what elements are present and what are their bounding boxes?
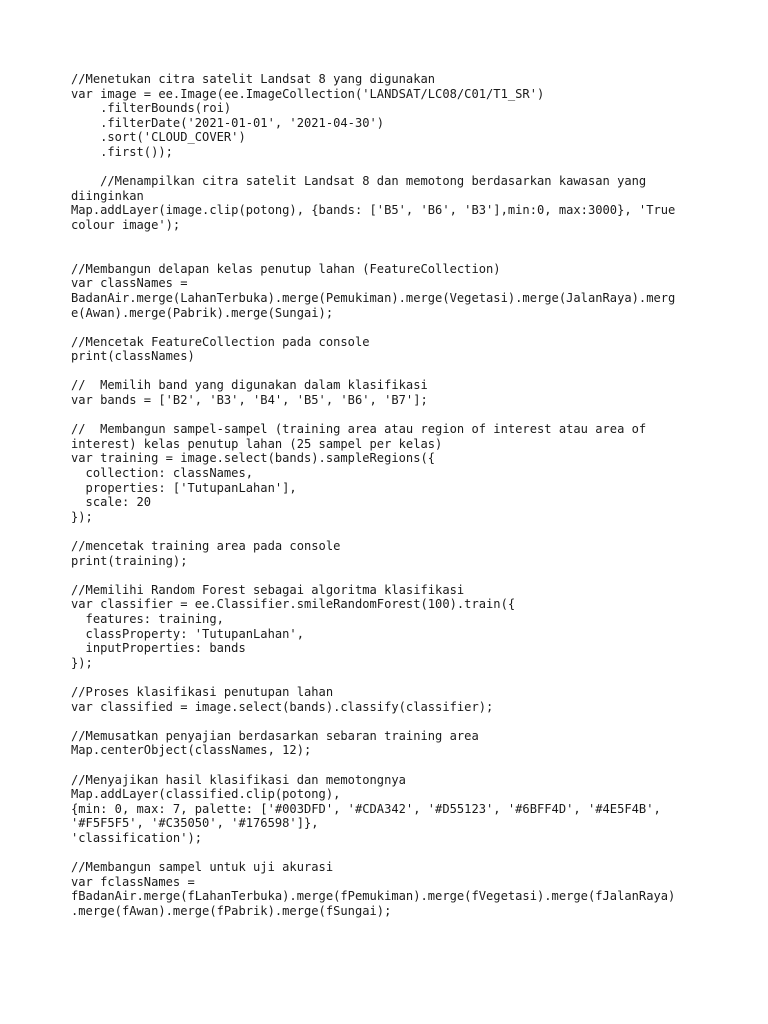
code-line: .filterDate('2021-01-01', '2021-04-30') xyxy=(71,115,385,130)
code-line: classProperty: 'TutupanLahan', xyxy=(71,626,304,641)
code-line: }); xyxy=(71,655,93,670)
code-line: features: training, xyxy=(71,611,224,626)
code-line: fBadanAir.merge(fLahanTerbuka).merge(fPemukiman).merge(fVegetasi).merge(fJalanRaya) xyxy=(71,889,676,904)
code-line: var training = image.select(bands).sampleRegions({ xyxy=(71,451,436,466)
code-line: Map.addLayer(image.clip(potong), {bands: ['B5', 'B6', 'B3'],min:0, max:3000}, 'True xyxy=(71,203,676,218)
code-line: }); xyxy=(71,509,93,524)
code-line: collection: classNames, xyxy=(71,466,254,481)
code-line: Map.addLayer(classified.clip(potong), xyxy=(71,787,341,802)
comment-line: // Membangun sampel-sampel (training area atau region of interest atau area of xyxy=(71,422,647,437)
code-line: colour image'); xyxy=(71,217,181,232)
code-line: .merge(fAwan).merge(fPabrik).merge(fSungai); xyxy=(71,903,392,918)
code-line: properties: ['TutupanLahan'], xyxy=(71,480,297,495)
code-line: interest) kelas penutup lahan (25 sampel per kelas) xyxy=(71,436,443,451)
code-line: Map.centerObject(classNames, 12); xyxy=(71,743,312,758)
blank-line xyxy=(71,364,711,379)
code-line: inputProperties: bands xyxy=(71,641,246,656)
code-line: var image = ee.Image(ee.ImageCollection('LANDSAT/LC08/C01/T1_SR') xyxy=(71,86,545,101)
code-line: .sort('CLOUD_COVER') xyxy=(71,130,246,145)
code-line: var classified = image.select(bands).classify(classifier); xyxy=(71,699,494,714)
code-line: .filterBounds(roi) xyxy=(71,101,232,116)
code-line: BadanAir.merge(LahanTerbuka).merge(Pemukiman).merge(Vegetasi).merge(JalanRaya).merg xyxy=(71,290,676,305)
comment-line: //Memilihi Random Forest sebagai algoritma klasifikasi xyxy=(71,582,465,597)
comment-line: //Menampilkan citra satelit Landsat 8 dan memotong berdasarkan kawasan yang xyxy=(71,174,647,189)
comment-line: //Mencetak FeatureCollection pada console xyxy=(71,334,370,349)
code-line: var bands = ['B2', 'B3', 'B4', 'B5', 'B6', 'B7']; xyxy=(71,393,428,408)
code-line: var classNames = xyxy=(71,276,188,291)
comment-line: //Menetukan citra satelit Landsat 8 yang digunakan xyxy=(71,72,436,86)
code-line: {min: 0, max: 7, palette: ['#003DFD', '#CDA342', '#D55123', '#6BFF4D', '#4E5F4B', xyxy=(71,801,661,816)
code-line: e(Awan).merge(Pabrik).merge(Sungai); xyxy=(71,305,334,320)
comment-line: //Proses klasifikasi penutupan lahan xyxy=(71,684,334,699)
blank-line xyxy=(71,247,711,262)
comment-line: // Memilih band yang digunakan dalam klasifikasi xyxy=(71,378,428,393)
blank-line xyxy=(71,233,711,248)
code-line: print(training); xyxy=(71,553,188,568)
comment-line: //Menyajikan hasil klasifikasi dan memotongnya xyxy=(71,772,406,787)
code-line: 'classification'); xyxy=(71,830,203,845)
comment-line: //Membangun sampel untuk uji akurasi xyxy=(71,860,334,875)
blank-line xyxy=(71,714,711,729)
blank-line xyxy=(71,408,711,423)
code-line: scale: 20 xyxy=(71,495,152,510)
comment-line: //mencetak training area pada console xyxy=(71,539,341,553)
blank-line xyxy=(71,160,711,175)
blank-line xyxy=(71,568,711,583)
code-line: var fclassNames = xyxy=(71,874,195,889)
code-line: var classifier = ee.Classifier.smileRandomForest(100).train({ xyxy=(71,597,516,612)
blank-line xyxy=(71,758,711,773)
comment-line: //Membangun delapan kelas penutup lahan (FeatureCollection) xyxy=(71,261,501,276)
code-line: diinginkan xyxy=(71,188,144,203)
blank-line xyxy=(71,670,711,685)
blank-line xyxy=(71,320,711,335)
code-line: print(classNames) xyxy=(71,349,195,364)
blank-line xyxy=(71,524,711,539)
code-line: '#F5F5F5', '#C35050', '#176598']}, xyxy=(71,816,319,831)
code-line: .first()); xyxy=(71,144,173,159)
blank-line xyxy=(71,845,711,860)
comment-line: //Memusatkan penyajian berdasarkan sebaran training area xyxy=(71,728,479,743)
code-text-block xyxy=(71,72,711,918)
